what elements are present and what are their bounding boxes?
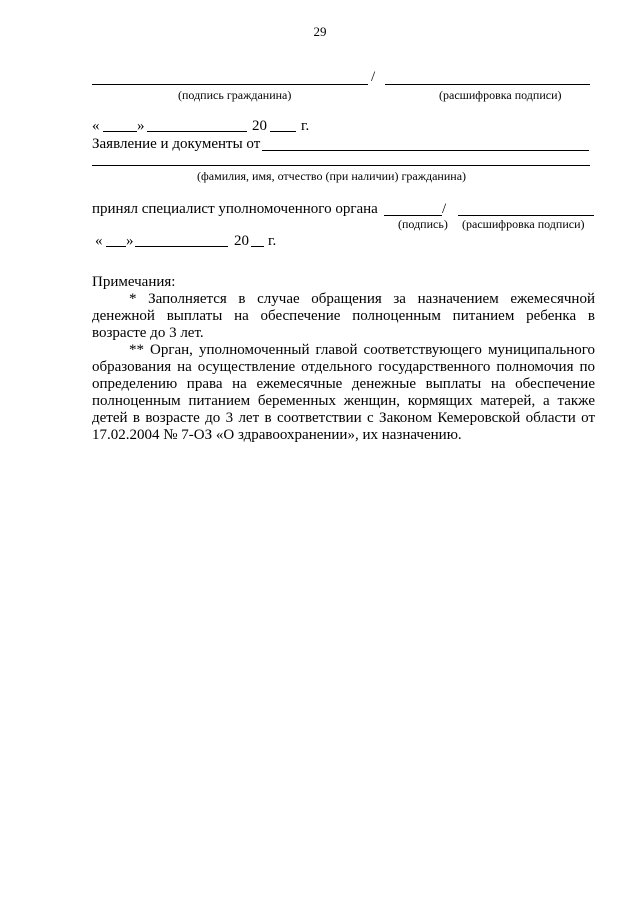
- date-close-quote-1: »: [137, 118, 145, 134]
- page-number: 29: [313, 24, 327, 39]
- date-year-suffix-1: г.: [301, 118, 310, 134]
- specialist-signature-caption: (подпись): [398, 217, 448, 231]
- date-year-blank-1: [270, 131, 296, 132]
- specialist-slash: /: [442, 201, 447, 217]
- fio-caption: (фамилия, имя, отчество (при наличии) гражданина): [197, 169, 467, 183]
- note-2: ** Орган, уполномоченный главой соответствующего муниципального образования на осуществление отдельного государственного полномочия по определению права на ежемесячные денежные выплаты на обеспечение полноценным питанием беременных женщин, кормящих матерей, а также детей в возрасте до 3 лет в соответствии с Законом Кемеровской области от 17.02.2004 № 7-ОЗ «О здравоохранении», их назначению.: [92, 342, 595, 443]
- signature-decode-line: [385, 84, 590, 85]
- date-year-prefix-2: 20: [234, 233, 249, 249]
- date-month-blank-2: [135, 246, 228, 247]
- specialist-decode-caption: (расшифровка подписи): [462, 217, 585, 231]
- statement-from-line: [262, 150, 589, 151]
- notes-section: [92, 274, 595, 444]
- date-open-quote-2: «: [95, 233, 103, 249]
- signature-slash: /: [371, 69, 376, 85]
- specialist-decode-line: [458, 215, 594, 216]
- date-open-quote-1: «: [92, 118, 100, 134]
- date-year-blank-2: [251, 246, 264, 247]
- specialist-label: принял специалист уполномоченного органа: [92, 201, 378, 217]
- date-year-suffix-2: г.: [268, 233, 277, 249]
- specialist-signature-line: [384, 215, 442, 216]
- date-day-blank-2: [106, 246, 126, 247]
- note-1: * Заполняется в случае обращения за назначением ежемесячной денежной выплаты на обеспечение полноценным питанием ребенка в возрасте до 3 лет.: [92, 291, 595, 341]
- signature-decode-caption: (расшифровка подписи): [439, 88, 562, 102]
- date-month-blank-1: [147, 131, 247, 132]
- fio-line: [92, 165, 590, 166]
- date-close-quote-2: »: [126, 233, 134, 249]
- statement-label: Заявление и документы от: [92, 136, 261, 152]
- notes-heading: Примечания:: [92, 274, 176, 290]
- citizen-signature-line: [92, 84, 368, 85]
- date-day-blank-1: [103, 131, 137, 132]
- date-year-prefix-1: 20: [252, 118, 267, 134]
- citizen-signature-caption: (подпись гражданина): [178, 88, 292, 102]
